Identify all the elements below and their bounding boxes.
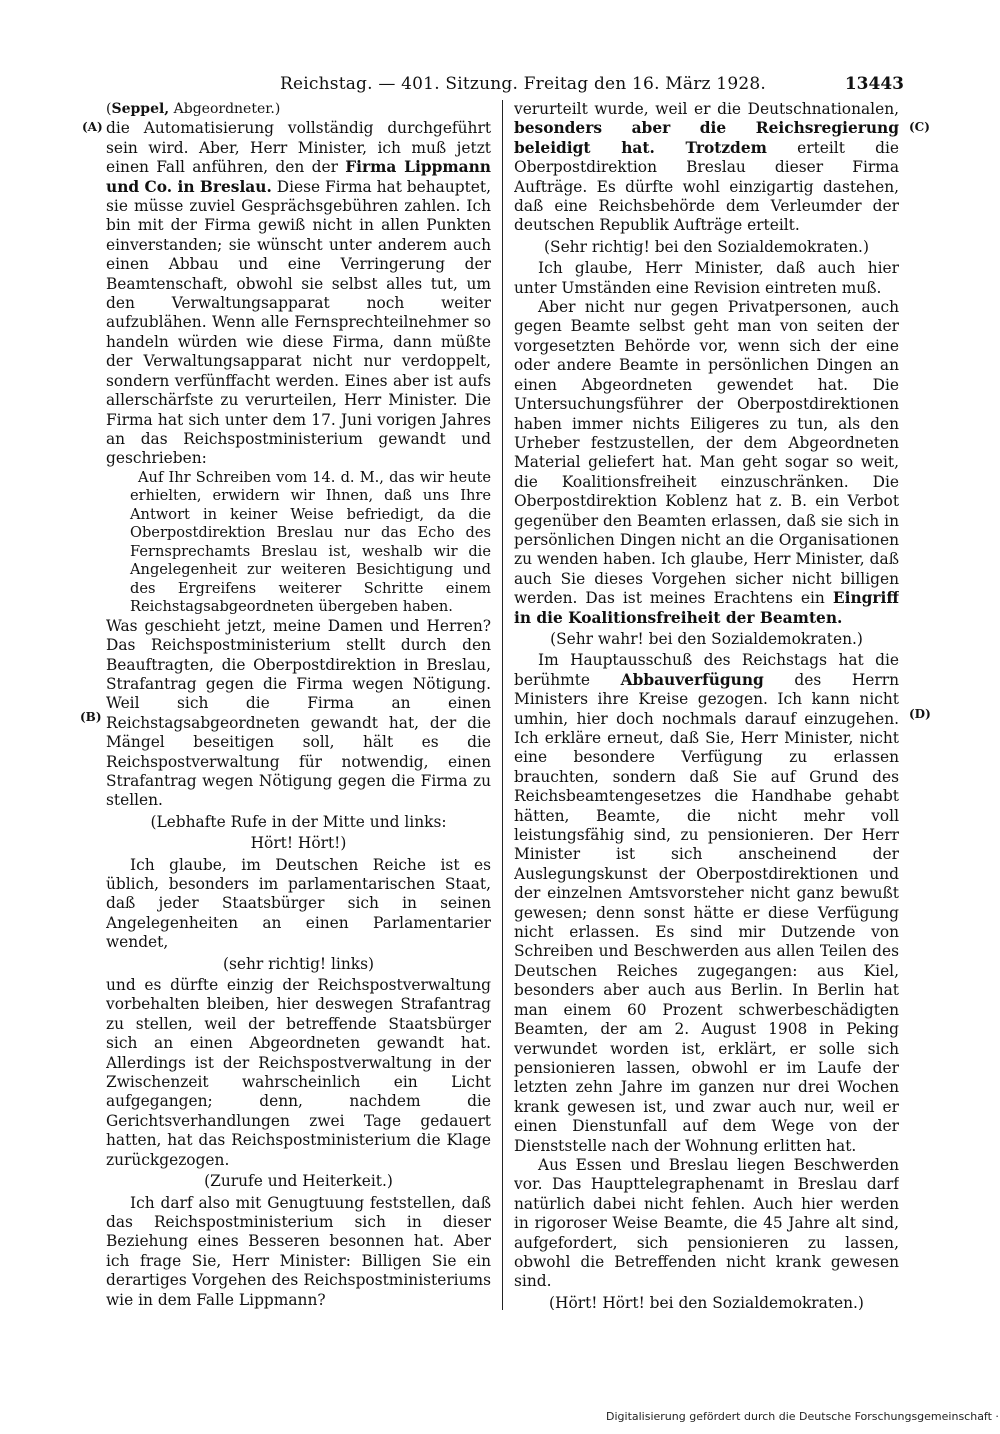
paragraph — [514, 651, 899, 1156]
paragraph: und es dürfte einzig der Reichspostverwaltung vorbehalten bleiben, hier deswegen Strafantrag zu stellen, weil der betreffende Staatsbürger sich an einen Abgeordneten gewandt hat. Allerdings ist der Reichspostverwaltung in der Zwischenzeit wahrscheinlich ein Licht aufgegangen; denn, nachdem die Gerichtsverhandlungen zwei Tage gedauert hatten, hat das Reichspostministerium die Klage zurückgezogen. — [106, 976, 491, 1169]
text-run: erteilt die Oberpostdirektion Breslau dieser Firma Aufträge. Es dürfte wohl einzigartig dastehen, daß eine Reichsbehörde dem Verleumder der deutschen Republik Aufträge erteilt. — [514, 138, 899, 235]
text-run: Aber nicht nur gegen Privatpersonen, auch gegen Beamte selbst geht man von seiten der vorgesetzten Behörde vor, wenn sich der eine oder andere Beamte in persönlichen Dingen an einen Abgeordneten gewendet hat. Die Untersuchungsführer der Oberpostdirektionen haben immer nichts Eiligeres zu tun, als den Urheber festzustellen, der dem Abgeordneten Material geliefert hat. Man geht sogar so weit, die Koalitionsfreiheit einzuschränken. Die Oberpostdirektion Koblenz hat z. B. ein Verbot gegenüber den Beamten erlassen, daß sie sich in persönlichen Dingen nicht an die Organisationen zu wenden haben. Ich glaube, Herr Minister, daß auch Sie dieses Vorgehen sicher nicht billigen werden. Das ist meines Erachtens ein — [514, 298, 899, 608]
paragraph: Ich glaube, im Deutschen Reiche ist es üblich, besonders im parlamentarischen Staat, daß jeder Staatsbürger sich in seinen Angelegenheiten an einen Parlamentarier wendet, — [106, 855, 491, 952]
text-run: des Herrn Ministers ihre Kreise gezogen. Ich kann nicht umhin, hier doch nochmals darauf einzugehen. Ich erkläre erneut, daß Sie, Herr Minister, nicht eine besondere Verfügung zu erlassen brauchten, sondern daß Sie auf Grund des Reichsbeamtengesetzes die Handhabe gehabt hätten, Beamte, die nicht mehr voll leistungsfähig sind, zu pensionieren. Der Herr Minister ist sich anscheinend der Auslegungskunst der Oberpostdirektionen und der einzelnen Amtsvorsteher nicht ganz bewußt gewesen; denn sonst hätte er diese Verfügung nicht erlassen. Es sind mir Dutzende von Schreiben und Beschwerden aus allen Teilen des Deutschen Reiches zugegangen: aus Kiel, besonders aber auch aus Berlin. In Berlin hat man einem 60 Prozent schwerbeschädigten Beamten, der am 2. August 1908 in Peking verwundet worden ist, erklärt, er solle sich pensionieren lassen, obwohl er im Laufe der letzten zehn Jahre im ganzen nur drei Wochen krank gewesen ist, und zwar auch nur, weil er einen Dienstunfall auf dem Wege von der Dienststelle nach der Wohnung erlitten hat. — [514, 670, 899, 1155]
digitization-credit: Digitalisierung gefördert durch die Deutsche Forschungsgemeinschaft · — [606, 1410, 999, 1423]
column-divider — [502, 100, 503, 1310]
paragraph: Ich glaube, Herr Minister, daß auch hier unter Umständen eine Revision eintreten muß. — [514, 259, 899, 297]
stage-direction: (Lebhafte Rufe in der Mitte und links: — [150, 812, 447, 831]
margin-marker-a: (A) — [82, 120, 103, 134]
speaker-name: Seppel, — [111, 101, 170, 117]
margin-marker-b: (B) — [80, 710, 102, 724]
margin-marker-d: (D) — [909, 707, 931, 721]
margin-marker-c: (C) — [909, 120, 930, 134]
bold-text-run: Trotzdem — [654, 138, 767, 157]
bold-text-run: Abbauverfügung — [620, 670, 764, 689]
speaker-role: Abgeordneter.) — [173, 101, 281, 117]
block-quote: Auf Ihr Schreiben vom 14. d. M., das wir heute erhielten, erwidern wir Ihnen, daß uns Ihre Antwort in keiner Weise befriedigt, da die Oberpostdirektion Breslau nur das Echo des Fernsprechamts Breslau ist, weshalb wir die Angelegenheit zur weiteren Besichtigung und des Ergreifens weiterer Schritte einem Reichstagsabgeordneten übergeben haben. — [130, 468, 491, 616]
stage-direction: Hört! Hört!) — [250, 834, 347, 853]
bold-text-run: Eingriff in die Koalitionsfreiheit der Beamten. — [514, 589, 899, 627]
stage-direction: (sehr richtig! links) — [222, 954, 374, 973]
right-column — [514, 100, 899, 1310]
text-run: die Automatisierung vollständig durchgeführt sein wird. Aber, Herr Minister, ich muß jetzt einen Fall anführen, den der — [106, 119, 491, 177]
page-number: 13443 — [844, 74, 904, 94]
paragraph: Ich darf also mit Genugtuung feststellen, daß das Reichspostministerium sich in dieser Beziehung eines Besseren besonnen hat. Aber ich frage Sie, Herr Minister: Billigen Sie ein derartiges Vorgehen des Reichspostministeriums wie in dem Falle Lippmann? — [106, 1193, 491, 1309]
left-column — [106, 100, 491, 1310]
speaker-line: (Seppel, Abgeordneter.) — [106, 101, 281, 117]
paragraph — [514, 100, 899, 236]
bold-text-run: Firma Lippmann und Co. in Breslau. — [106, 158, 491, 196]
stage-direction: (Sehr wahr! bei den Sozialdemokraten.) — [550, 629, 863, 648]
credit-text: Digitalisierung gefördert durch die Deutsche Forschungsgemeinschaft — [606, 1410, 992, 1423]
stage-direction: (Hört! Hört! bei den Sozialdemokraten.) — [549, 1293, 864, 1310]
text-run: Im Hauptausschuß des Reichstags hat die berühmte — [514, 651, 899, 689]
text-run: verurteilt wurde, weil er die Deutschnationalen, — [514, 100, 899, 118]
text-run: Diese Firma hat behauptet, sie müsse zuviel Gesprächsgebühren zahlen. Ich bin mit der Firma gewiß nicht in allen Punkten einverstanden; sie wünscht unter anderem auch einen Abbau und eine Verringerung der Beamtenschaft, obwohl sie selbst alles tut, um den Verwaltungsapparat noch weiter aufzublähen. Wenn alle Fernsprechteilnehmer so handeln würden wie diese Firma, dann müßte der Verwaltungsapparat nicht nur verdoppelt, sondern verfünffacht werden. Eines aber ist aufs allerschärfste zu verurteilen, Herr Minister. Die Firma hat sich unter dem 17. Juni vorigen Jahres an das Reichspostministerium gewandt und geschrieben: — [106, 177, 491, 468]
stage-direction: (Sehr richtig! bei den Sozialdemokraten.) — [544, 237, 869, 256]
paragraph — [514, 298, 899, 628]
stage-direction: (Zurufe und Heiterkeit.) — [204, 1172, 393, 1191]
bold-text-run: besonders aber die Reichsregierung beleidigt hat. — [514, 119, 899, 157]
paragraph — [106, 119, 491, 468]
paragraph: Was geschieht jetzt, meine Damen und Herren? Das Reichspostministerium stellt durch den Beauftragten, die Oberpostdirektion in Breslau, Strafantrag gegen die Firma wegen Nötigung. Weil sich die Firma an einen Reichstagsabgeordneten gewandt hat, der die Mängel beseitigen soll, hält es die Reichspostverwaltung für notwendig, einen Strafantrag wegen Nötigung gegen die Firma zu stellen. — [106, 616, 491, 810]
running-header: Reichstag. — 401. Sitzung. Freitag den 16. März 1928. — [280, 74, 766, 94]
paragraph: Aus Essen und Breslau liegen Beschwerden vor. Das Haupttelegraphenamt in Breslau darf natürlich dabei nicht fehlen. Auch hier werden in rigoroser Weise Beamte, die 45 Jahre alt sind, aufgefordert, sich pensionieren zu lassen, obwohl die Betreffenden nicht krank gewesen sind. — [514, 1155, 899, 1291]
